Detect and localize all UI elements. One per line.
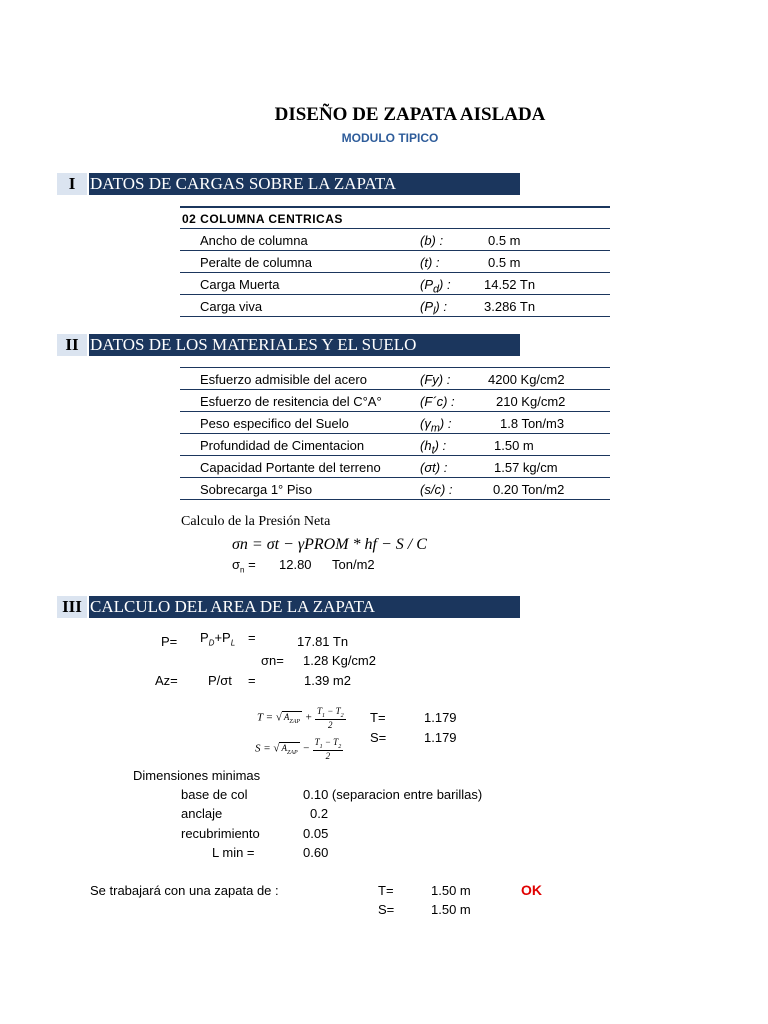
az-equals: =: [248, 673, 256, 688]
final-t-value: 1.50 m: [431, 883, 471, 898]
t-formula-image: T = √ $A_{ZAP}$ + $\frac{T_1 - T_2}{2}$: [257, 706, 344, 730]
status-ok: OK: [521, 882, 542, 898]
s-label: S=: [370, 730, 387, 745]
section-number-1: I: [57, 173, 87, 195]
sn-label: σn=: [261, 653, 284, 668]
final-text: Se trabajará con una zapata de :: [90, 883, 279, 898]
p-expression: $P_D+P_L$: [200, 630, 236, 648]
s-value: 1.179: [424, 730, 457, 745]
table-row: Carga Muerta $(P_d)$ : 14.52 Tn: [180, 273, 610, 295]
dim-value: 0.60: [303, 845, 329, 860]
dim-label: anclaje: [181, 806, 223, 821]
presion-formula: σn = σt − γPROM * hf − S / C: [232, 536, 427, 553]
p-value: 17.81 Tn: [297, 634, 349, 649]
presion-value: 12.80: [279, 557, 312, 572]
dim-label: recubrimiento: [181, 826, 260, 841]
presion-unit: Ton/m2: [332, 557, 375, 572]
s-formula-image: S = √ $A_{ZAP}$ − $\frac{T_1 - T_2}{2}$: [255, 737, 342, 761]
table-row: Esfuerzo de resitencia del C°A° (F´c) : 210 Kg/cm2: [180, 390, 610, 412]
page-title: DISEÑO DE ZAPATA AISLADA: [274, 104, 546, 125]
section-number-3: III: [57, 596, 87, 618]
dim-value: 0.10 (separacion entre barillas): [303, 787, 483, 802]
final-s-value: 1.50 m: [431, 902, 471, 917]
dim-value: 0.05: [303, 826, 329, 841]
dim-value: 0.2: [310, 806, 329, 821]
az-value: 1.39 m2: [304, 673, 351, 688]
materiales-table: [180, 367, 610, 500]
table-row: Esfuerzo admisible del acero (Fy) : 4200 Kg/cm2: [180, 368, 610, 390]
cargas-table-header: 02 COLUMNA CENTRICAS: [180, 206, 610, 229]
table-row: Carga viva $(P_l)$ : 3.286 Tn: [180, 295, 610, 317]
dim-label: base de col: [181, 787, 248, 802]
table-row: Peso especifico del Suelo $(\gamma_m)$ : 1.8 Ton/m3: [180, 412, 610, 434]
az-expression: P/σt: [208, 673, 232, 688]
final-t-label: T=: [378, 883, 394, 898]
dimensiones-heading: Dimensiones minimas: [133, 768, 261, 783]
page-subtitle: MODULO TIPICO: [341, 131, 439, 145]
cargas-table: [180, 206, 610, 317]
p-equals: =: [248, 630, 256, 645]
final-s-label: S=: [378, 902, 395, 917]
sn-value: 1.28 Kg/cm2: [303, 653, 376, 668]
section-title-3: CALCULO DEL AREA DE LA ZAPATA: [89, 596, 520, 618]
table-row: Sobrecarga 1° Piso (s/c) : 0.20 Ton/m2: [180, 478, 610, 500]
t-value: 1.179: [424, 710, 457, 725]
table-row: Capacidad Portante del terreno (σt) : 1.57 kg/cm: [180, 456, 610, 478]
section-title-2: DATOS DE LOS MATERIALES Y EL SUELO: [89, 334, 520, 356]
presion-label: $\sigma_n$ =: [232, 557, 256, 575]
section-number-2: II: [57, 334, 87, 356]
t-label: T=: [370, 710, 386, 725]
table-row: Profundidad de Cimentacion $(h_t)$ : 1.50 m: [180, 434, 610, 456]
dim-label: L min =: [212, 845, 255, 860]
p-label: P=: [161, 634, 178, 649]
az-label: Az=: [155, 673, 178, 688]
table-row: Ancho de columna (b) : 0.5 m: [180, 229, 610, 251]
section-title-1: DATOS DE CARGAS SOBRE LA ZAPATA: [89, 173, 520, 195]
presion-heading: Calculo de la Presión Neta: [181, 514, 331, 529]
table-row: Peralte de columna (t) : 0.5 m: [180, 251, 610, 273]
